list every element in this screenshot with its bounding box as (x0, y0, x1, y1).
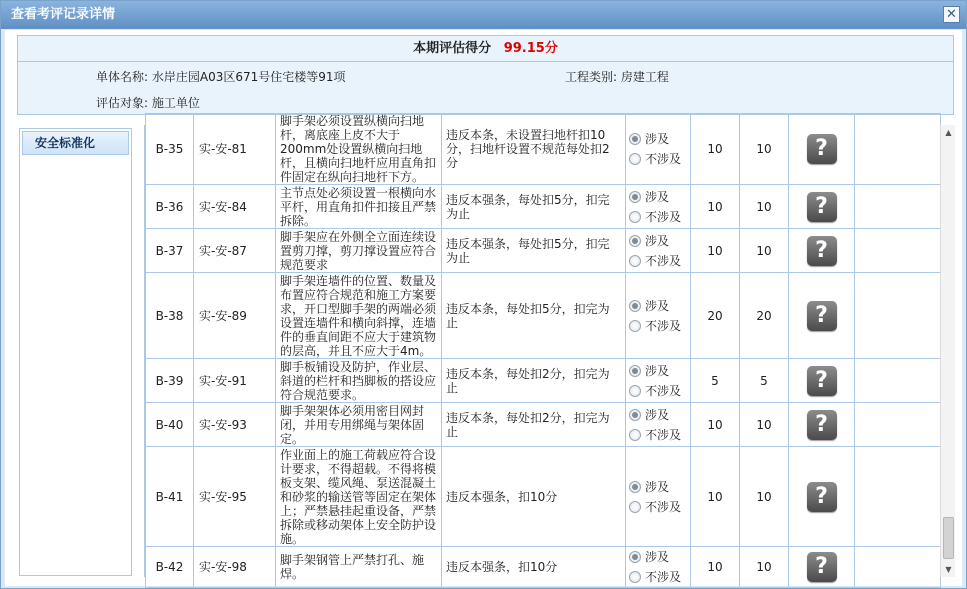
table-row (146, 185, 941, 229)
radio-involved[interactable] (629, 409, 641, 421)
radio-involved-label: 涉及 (645, 189, 670, 204)
item-clause: 实-安-93 (194, 403, 276, 447)
table-row (146, 547, 941, 588)
item-code: B-36 (146, 185, 194, 229)
project-label: 单体名称: (96, 70, 149, 84)
score-value: 99.15分 (503, 41, 558, 56)
item-requirement: 脚手架架体必须用密目网封闭，并用专用绑绳与架体固定。 (276, 403, 442, 447)
empty-cell (855, 447, 941, 547)
evaluation-table-viewport[interactable] (144, 114, 940, 584)
item-clause: 实-安-95 (194, 447, 276, 547)
option-not-involved[interactable] (629, 207, 690, 227)
item-actual-score: 5 (740, 359, 789, 403)
item-deduction-rule: 违反本条，每处扣2分，扣完为止 (442, 403, 626, 447)
question-mark-icon[interactable]: ? (807, 236, 837, 266)
item-full-score: 10 (691, 114, 740, 185)
involvement-options (626, 185, 691, 229)
question-mark-icon[interactable]: ? (807, 482, 837, 512)
item-full-score: 10 (691, 447, 740, 547)
item-code: B-40 (146, 403, 194, 447)
radio-not-involved[interactable] (629, 211, 641, 223)
item-actual-score: 10 (740, 114, 789, 185)
vertical-scrollbar[interactable] (940, 125, 955, 577)
question-mark-icon[interactable]: ? (807, 301, 837, 331)
radio-not-involved[interactable] (629, 385, 641, 397)
item-requirement: 脚手架连墙件的位置、数量及布置应符合规范和施工方案要求，开口型脚手架的两端必须设置连墙件和横向斜撑，连墙件的垂直间距不应大于建筑物的层高，并且不应大于4m。 (276, 273, 442, 359)
radio-not-involved[interactable] (629, 501, 641, 513)
option-involved[interactable] (629, 547, 690, 567)
question-mark-icon[interactable]: ? (807, 134, 837, 164)
table-row (146, 114, 941, 185)
option-not-involved[interactable] (629, 381, 690, 401)
score-label: 本期评估得分 (413, 41, 492, 56)
scroll-up-icon[interactable]: ▲ (945, 128, 952, 137)
table-row (146, 403, 941, 447)
item-clause: 实-安-98 (194, 547, 276, 588)
radio-not-involved-label: 不涉及 (645, 152, 682, 166)
item-code: B-41 (146, 447, 194, 547)
empty-cell (855, 185, 941, 229)
radio-not-involved[interactable] (629, 429, 641, 441)
radio-not-involved[interactable] (629, 153, 641, 165)
dialog-title: 查看考评记录详情 (11, 7, 116, 22)
option-involved[interactable] (629, 477, 690, 497)
radio-not-involved-label: 不涉及 (645, 570, 682, 584)
help-cell (789, 359, 855, 403)
radio-not-involved[interactable] (629, 255, 641, 267)
option-not-involved[interactable] (629, 425, 690, 445)
item-full-score: 5 (691, 359, 740, 403)
item-full-score: 20 (691, 273, 740, 359)
radio-involved-label: 涉及 (645, 407, 670, 422)
item-code: B-42 (146, 547, 194, 588)
item-full-score: 10 (691, 403, 740, 447)
item-clause: 实-安-89 (194, 273, 276, 359)
item-deduction-rule: 违反本强条，每处扣5分，扣完为止 (442, 185, 626, 229)
item-clause: 实-安-81 (194, 114, 276, 185)
help-cell (789, 114, 855, 185)
item-full-score: 10 (691, 229, 740, 273)
radio-not-involved[interactable] (629, 571, 641, 583)
empty-cell (855, 273, 941, 359)
option-involved[interactable] (629, 296, 690, 316)
dialog-titlebar (1, 1, 966, 29)
radio-not-involved-label: 不涉及 (645, 318, 682, 333)
option-involved[interactable] (629, 187, 690, 207)
item-actual-score: 10 (740, 403, 789, 447)
empty-cell (855, 229, 941, 273)
involvement-options (626, 229, 691, 273)
item-code: B-35 (146, 114, 194, 185)
item-actual-score: 20 (740, 273, 789, 359)
table-row (146, 359, 941, 403)
involvement-options (626, 403, 691, 447)
category-sidebar (19, 128, 132, 576)
question-mark-icon[interactable]: ? (807, 192, 837, 222)
summary-panel (17, 35, 954, 115)
radio-not-involved-label: 不涉及 (645, 383, 682, 398)
table-row (146, 273, 941, 359)
category-value: 房建工程 (620, 70, 669, 84)
radio-involved[interactable] (629, 235, 641, 247)
question-mark-icon[interactable]: ? (807, 366, 837, 396)
radio-involved[interactable] (629, 300, 641, 312)
evaluation-table (145, 113, 941, 588)
radio-involved[interactable] (629, 551, 641, 563)
radio-involved-label: 涉及 (645, 233, 670, 248)
item-clause: 实-安-91 (194, 359, 276, 403)
option-not-involved[interactable] (629, 316, 690, 336)
empty-cell (855, 403, 941, 447)
radio-involved-label: 涉及 (645, 479, 670, 494)
radio-involved[interactable] (629, 481, 641, 493)
item-deduction-rule: 违反本条，未设置扫地杆扣10分，扫地杆设置不规范每处扣2分 (442, 114, 626, 185)
radio-not-involved-label: 不涉及 (645, 499, 682, 514)
item-requirement: 脚手架应在外侧全立面连续设置剪刀撑，剪刀撑设置应符合规范要求 (276, 229, 442, 273)
radio-not-involved-label: 不涉及 (645, 253, 682, 268)
scrollbar-thumb[interactable] (943, 517, 954, 559)
item-code: B-37 (146, 229, 194, 273)
item-actual-score: 10 (740, 547, 789, 588)
category-info (565, 68, 669, 85)
option-not-involved[interactable] (629, 567, 690, 587)
item-requirement: 作业面上的施工荷载应符合设计要求，不得超载。不得将模板支架、缆风绳、泵送混凝土和砂浆的输送管等固定在架体上；严禁悬挂起重设备，严禁拆除或移动架体上安全防护设施。 (276, 447, 442, 547)
dialog-content (5, 30, 962, 586)
involvement-options (626, 359, 691, 403)
score-row (18, 36, 953, 62)
item-deduction-rule: 违反本强条，每处扣5分，扣完为止 (442, 229, 626, 273)
empty-cell (855, 114, 941, 185)
option-not-involved[interactable] (629, 251, 690, 271)
help-cell (789, 547, 855, 588)
question-mark-icon[interactable]: ? (807, 410, 837, 440)
option-not-involved[interactable] (629, 149, 690, 169)
item-deduction-rule: 违反本条，每处扣2分，扣完为止 (442, 359, 626, 403)
item-actual-score: 10 (740, 185, 789, 229)
help-cell (789, 447, 855, 547)
option-involved[interactable] (629, 361, 690, 381)
item-full-score: 10 (691, 185, 740, 229)
target-info (96, 94, 200, 111)
involvement-options (626, 273, 691, 359)
radio-not-involved[interactable] (629, 320, 641, 332)
help-cell (789, 185, 855, 229)
target-label: 评估对象: (96, 96, 149, 110)
item-deduction-rule: 违反本强条，扣10分 (442, 447, 626, 547)
item-requirement: 脚手板铺设及防护，作业层、斜道的栏杆和挡脚板的搭设应符合规范要求。 (276, 359, 442, 403)
scroll-down-icon[interactable]: ▼ (945, 565, 952, 574)
item-requirement: 脚手架必须设置纵横向扫地杆，离底座上皮不大于200mm处设置纵横向扫地杆，且横向扫地杆应用直角扣件固定在纵向扫地杆下方。 (276, 114, 442, 185)
item-code: B-38 (146, 273, 194, 359)
table-row (146, 447, 941, 547)
help-cell (789, 273, 855, 359)
item-requirement: 脚手架钢管上严禁打孔、施焊。 (276, 547, 442, 588)
project-info (96, 68, 346, 85)
involvement-options (626, 114, 691, 185)
item-requirement: 主节点处必须设置一根横向水平杆，用直角扣件扣接且严禁拆除。 (276, 185, 442, 229)
option-involved[interactable] (629, 129, 690, 149)
question-mark-icon[interactable]: ? (807, 552, 837, 582)
radio-not-involved-label: 不涉及 (645, 209, 682, 224)
option-involved[interactable] (629, 231, 690, 251)
sidebar-item-safety-standardization[interactable]: 安全标准化 (22, 131, 129, 155)
item-deduction-rule: 违反本强条，扣10分 (442, 547, 626, 588)
category-label: 工程类别: (565, 70, 618, 84)
item-clause: 实-安-84 (194, 185, 276, 229)
target-value: 施工单位 (151, 96, 200, 110)
empty-cell (855, 547, 941, 588)
item-code: B-39 (146, 359, 194, 403)
empty-cell (855, 359, 941, 403)
radio-not-involved-label: 不涉及 (645, 427, 682, 442)
radio-involved-label: 涉及 (645, 132, 670, 146)
radio-involved-label: 涉及 (645, 550, 670, 564)
radio-involved[interactable] (629, 133, 641, 145)
table-row (146, 229, 941, 273)
radio-involved[interactable] (629, 191, 641, 203)
project-value: 水岸庄园A03区671号住宅楼等91项 (151, 70, 346, 84)
option-not-involved[interactable] (629, 497, 690, 517)
item-actual-score: 10 (740, 447, 789, 547)
item-deduction-rule: 违反本条，每处扣5分，扣完为止 (442, 273, 626, 359)
help-cell (789, 229, 855, 273)
item-full-score: 10 (691, 547, 740, 588)
radio-involved-label: 涉及 (645, 298, 670, 313)
option-involved[interactable] (629, 405, 690, 425)
radio-involved-label: 涉及 (645, 363, 670, 378)
close-icon[interactable]: ✕ (943, 6, 960, 23)
involvement-options (626, 547, 691, 588)
help-cell (789, 403, 855, 447)
item-actual-score: 10 (740, 229, 789, 273)
involvement-options (626, 447, 691, 547)
radio-involved[interactable] (629, 365, 641, 377)
item-clause: 实-安-87 (194, 229, 276, 273)
